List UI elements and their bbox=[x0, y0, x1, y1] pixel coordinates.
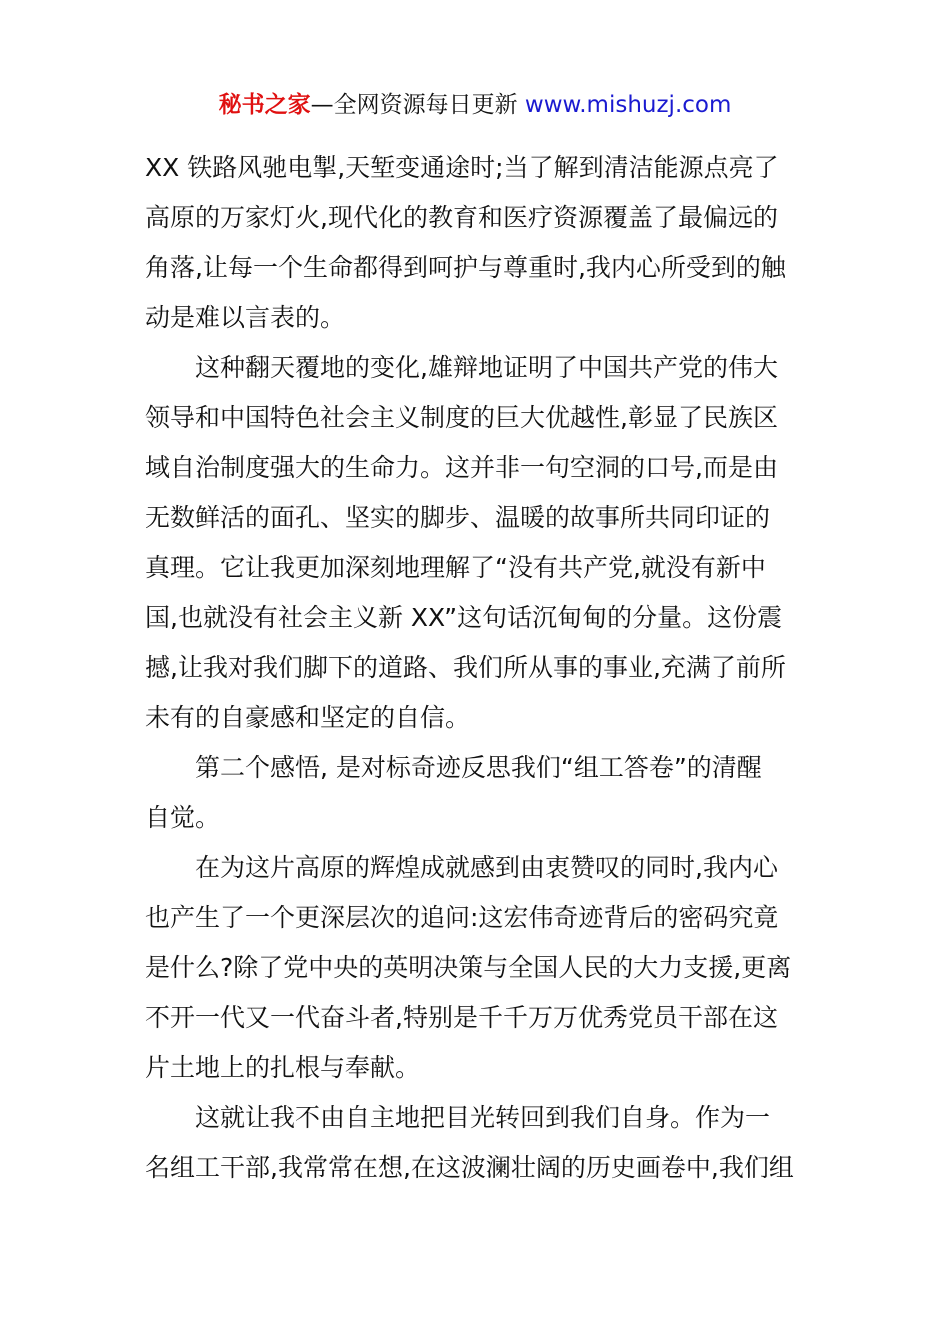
text-line: 高原的万家灯火,现代化的教育和医疗资源覆盖了最偏远的 bbox=[145, 203, 778, 232]
paragraph-first-line: 在为这片高原的辉煌成就感到由衷赞叹的同时,我内心 bbox=[195, 853, 778, 882]
text-line: 动是难以言表的。 bbox=[145, 303, 346, 332]
text-line: 名组工干部,我常常在想,在这波澜壮阔的历史画卷中,我们组 bbox=[145, 1153, 794, 1182]
text-line: 域自治制度强大的生命力。这并非一句空洞的口号,而是由 bbox=[145, 453, 778, 482]
text-line: XX 铁路风驰电掣,天堑变通途时;当了解到清洁能源点亮了 bbox=[145, 153, 779, 182]
section-heading-line: 第二个感悟, 是对标奇迹反思我们“组工答卷”的清醒 bbox=[195, 753, 762, 782]
text-line: 片土地上的扎根与奉献。 bbox=[145, 1053, 421, 1082]
text-line: 角落,让每一个生命都得到呵护与尊重时,我内心所受到的触 bbox=[145, 253, 786, 282]
text-line: 撼,让我对我们脚下的道路、我们所从事的事业,充满了前所 bbox=[145, 653, 786, 682]
text-line: 国,也就没有社会主义新 XX”这句话沉甸甸的分量。这份震 bbox=[145, 603, 783, 632]
text-line: 不开一代又一代奋斗者,特别是千千万万优秀党员干部在这 bbox=[145, 1003, 778, 1032]
text-line: 真理。它让我更加深刻地理解了“没有共产党,就没有新中 bbox=[145, 553, 766, 582]
text-line: 也产生了一个更深层次的追问:这宏伟奇迹背后的密码究竟 bbox=[145, 903, 779, 932]
site-header bbox=[0, 88, 950, 122]
text-line: 领导和中国特色社会主义制度的巨大优越性,彰显了民族区 bbox=[145, 403, 778, 432]
paragraph-first-line: 这就让我不由自主地把目光转回到我们自身。作为一 bbox=[195, 1103, 771, 1132]
paragraph-first-line: 这种翻天覆地的变化,雄辩地证明了中国共产党的伟大 bbox=[195, 353, 778, 382]
text-line: 未有的自豪感和坚定的自信。 bbox=[145, 703, 471, 732]
site-url-link[interactable]: www.mishuzj.com bbox=[524, 92, 732, 118]
site-brand: 秘书之家 bbox=[218, 92, 311, 118]
site-tagline: —全网资源每日更新 bbox=[310, 92, 525, 118]
section-heading-line: 自觉。 bbox=[145, 803, 221, 832]
text-line: 无数鲜活的面孔、坚实的脚步、温暖的故事所共同印证的 bbox=[145, 503, 771, 532]
text-line: 是什么?除了党中央的英明决策与全国人民的大力支援,更离 bbox=[145, 953, 792, 982]
